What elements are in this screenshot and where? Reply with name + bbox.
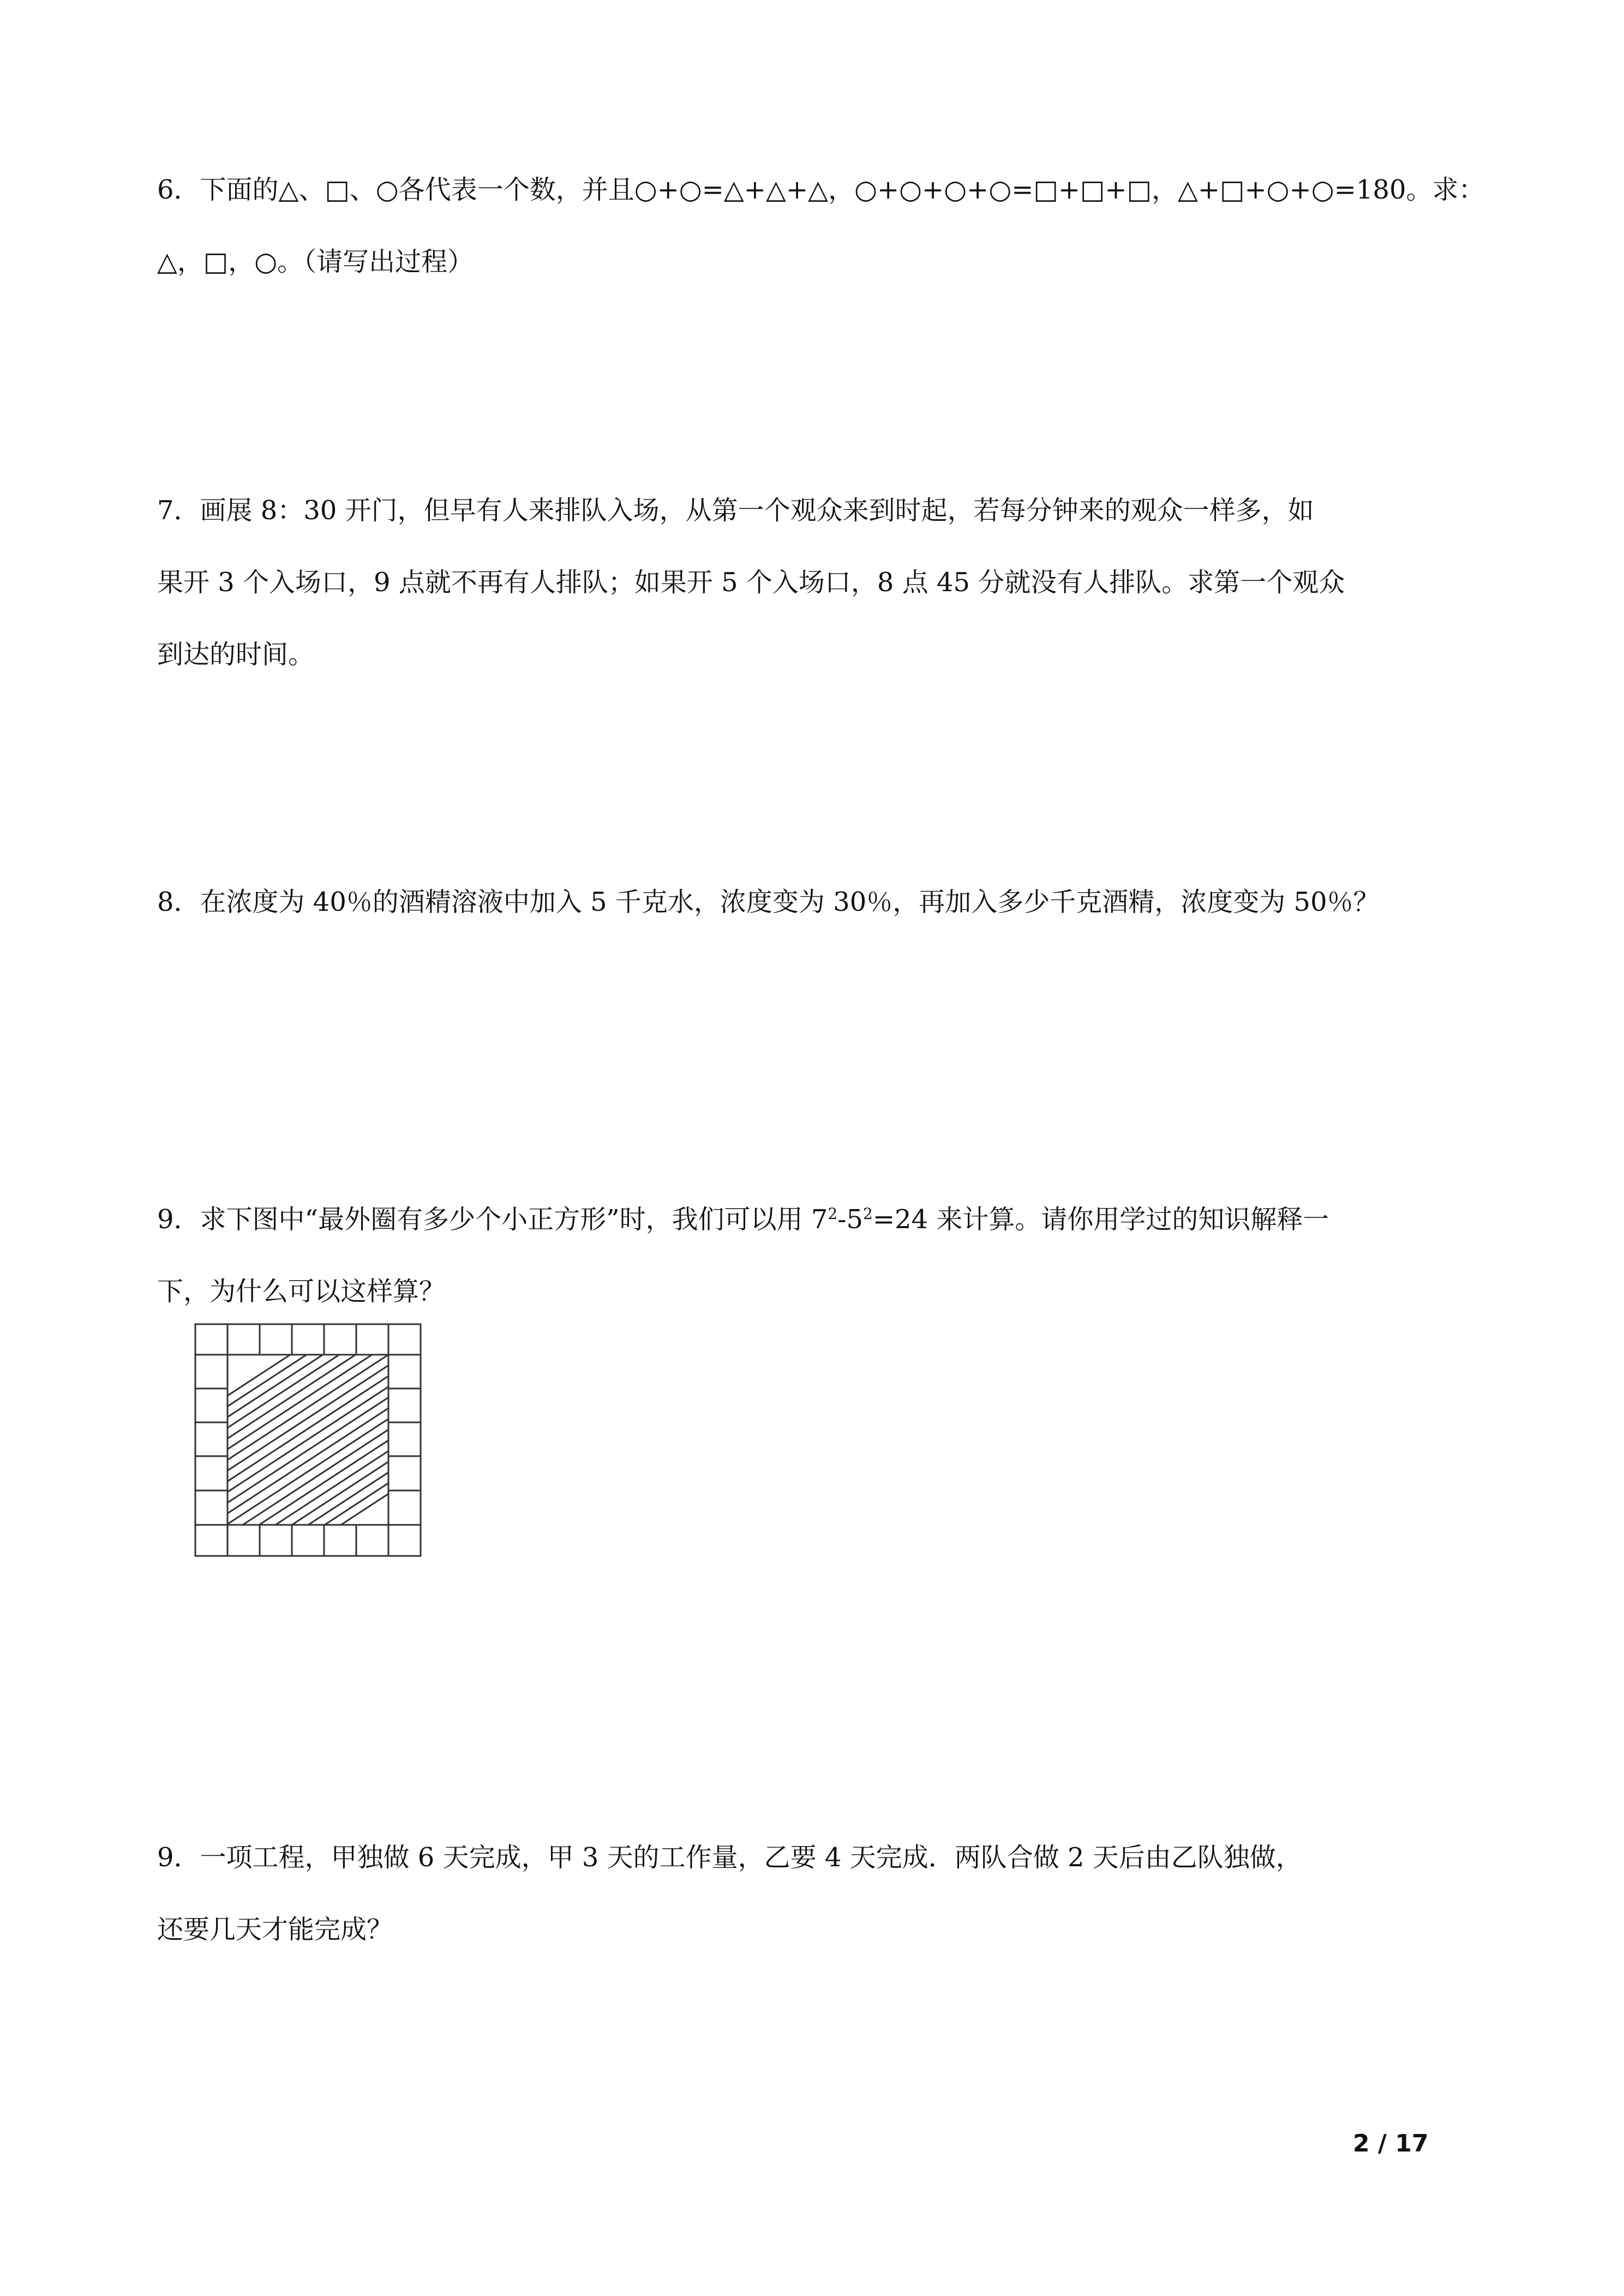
square-ring-figure bbox=[194, 1323, 423, 1557]
question-9-squares-line-2: 下，为什么可以这样算？ bbox=[157, 1276, 446, 1307]
exponent-1: 2 bbox=[828, 1205, 838, 1223]
question-8 bbox=[157, 866, 1477, 938]
question-9-squares bbox=[157, 1183, 1477, 1327]
q9a-text-post: =24 来计算。请你用学过的知识解释一 bbox=[872, 1204, 1329, 1235]
question-7-line-1: 7．画展 8：30 开门，但早有人来排队入场，从第一个观众来到时起，若每分钟来的观众一样多，如 bbox=[157, 495, 1314, 526]
question-6-line-1: 6．下面的△、□、○各代表一个数，并且○+○=△+△+△，○+○+○+○=□+□+□，△+□+○+○=180。求： bbox=[157, 175, 1485, 205]
question-9-work bbox=[157, 1822, 1477, 1966]
question-6-line-2: △，□，○。（请写出过程） bbox=[157, 247, 474, 277]
question-9-work-line-2: 还要几天才能完成？ bbox=[157, 1914, 393, 1945]
exponent-2: 2 bbox=[863, 1205, 873, 1223]
question-8-line-1: 8．在浓度为 40％的酒精溶液中加入 5 千克水，浓度变为 30％，再加入多少千克酒精，浓度变为 50％？ bbox=[157, 887, 1380, 917]
question-9-work-line-1: 9．一项工程，甲独做 6 天完成，甲 3 天的工作量，乙要 4 天完成．两队合做 2 天后由乙队独做， bbox=[157, 1842, 1302, 1873]
question-9-squares-line-1 bbox=[157, 1183, 1477, 1255]
question-7-line-3: 到达的时间。 bbox=[157, 639, 315, 670]
question-7 bbox=[157, 474, 1477, 690]
q9a-text-pre: 9．求下图中“最外圈有多少个小正方形”时，我们可以用 7 bbox=[157, 1204, 828, 1235]
question-6 bbox=[157, 154, 1485, 298]
question-7-line-2: 果开 3 个入场口，9 点就不再有人排队；如果开 5 个入场口，8 点 45 分就没有人排队。求第一个观众 bbox=[157, 567, 1345, 598]
page-number: 2 / 17 bbox=[1353, 2130, 1429, 2157]
q9a-text-mid: -5 bbox=[837, 1204, 864, 1235]
